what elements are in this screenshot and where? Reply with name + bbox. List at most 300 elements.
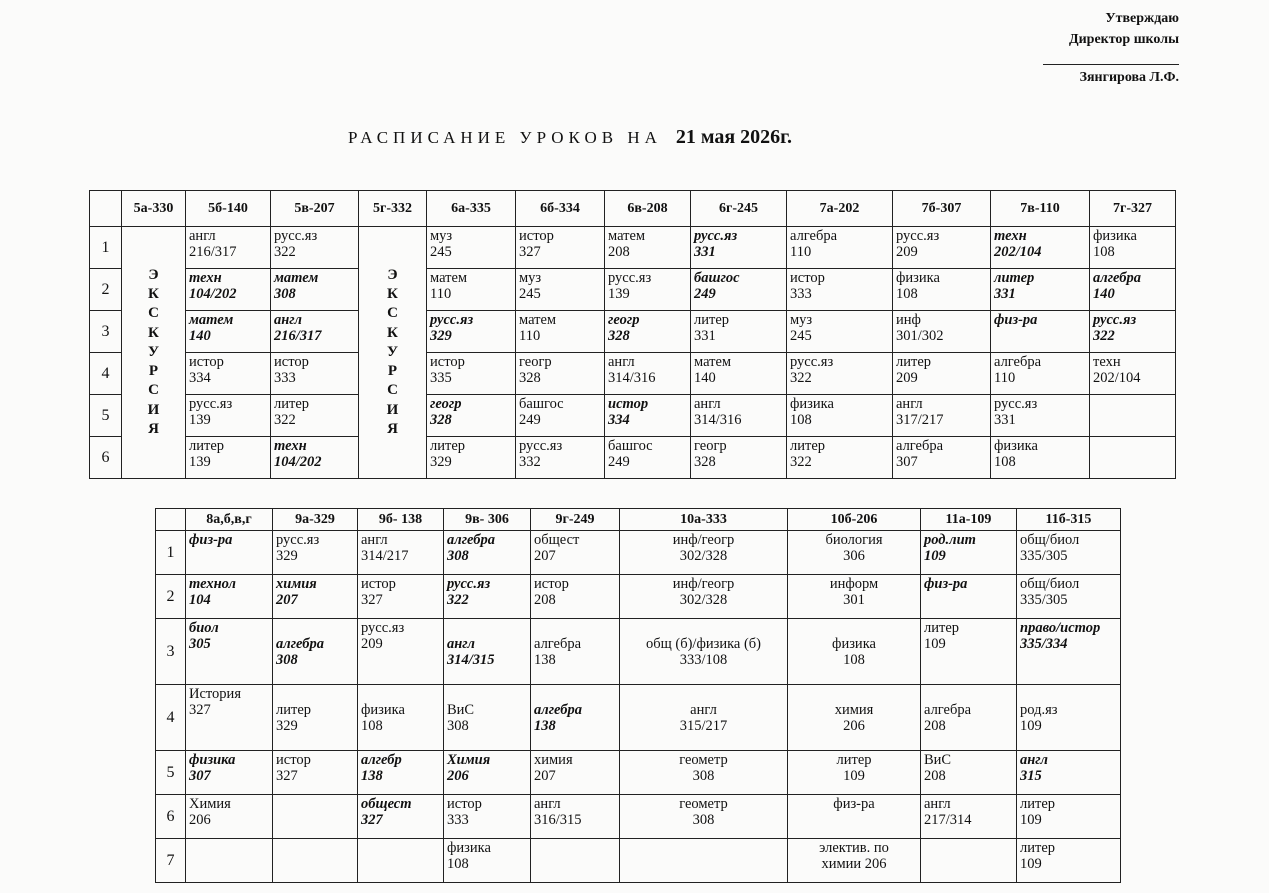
cell-c10b bbox=[788, 751, 921, 795]
room-number: 328 bbox=[608, 328, 630, 344]
subject-name: общ/биол bbox=[1020, 532, 1080, 548]
cell-c6v bbox=[605, 353, 691, 395]
approval-block bbox=[1043, 8, 1179, 88]
cell-c9a bbox=[273, 531, 358, 575]
cell-c10b bbox=[788, 619, 921, 685]
room-number: 108 bbox=[1093, 244, 1115, 260]
cell-c6a bbox=[427, 227, 516, 269]
cell-c6g bbox=[691, 311, 787, 353]
subject-name: русс.яз bbox=[1093, 312, 1137, 328]
cell-c5b bbox=[186, 395, 271, 437]
subject-name: электив. по bbox=[819, 840, 889, 856]
table-row bbox=[156, 619, 1121, 685]
room-number: 209 bbox=[896, 244, 918, 260]
cell-c11a bbox=[921, 795, 1017, 839]
room-number: 109 bbox=[843, 768, 865, 784]
subject-name: истор bbox=[361, 576, 396, 592]
room-number: 329 bbox=[430, 454, 452, 470]
room-number: 333 bbox=[274, 370, 296, 386]
header-cell: 7б-307 bbox=[893, 191, 991, 227]
header-cell: 10б-206 bbox=[788, 509, 921, 531]
cell-c7a bbox=[787, 311, 893, 353]
header-cell: 11а-109 bbox=[921, 509, 1017, 531]
cell-c11b bbox=[1017, 795, 1121, 839]
subject-name: алгебра bbox=[994, 354, 1042, 370]
cell-c6b bbox=[516, 353, 605, 395]
room-number: 245 bbox=[790, 328, 812, 344]
subject-name: физика bbox=[1093, 228, 1137, 244]
cell-c10a bbox=[620, 575, 788, 619]
subject-name: алгебра bbox=[276, 635, 325, 652]
subject-name: физика bbox=[361, 701, 405, 718]
subject-name: технол bbox=[189, 576, 236, 592]
room-number: 249 bbox=[608, 454, 630, 470]
subject-name: геогр bbox=[519, 354, 552, 370]
room-number: 308 bbox=[692, 812, 715, 828]
cell-c7v bbox=[991, 437, 1090, 479]
cell-c7g bbox=[1090, 395, 1176, 437]
subject-name: англ bbox=[608, 354, 635, 370]
cell-c5b bbox=[186, 437, 271, 479]
cell-c6g bbox=[691, 437, 787, 479]
room-number: 335/305 bbox=[1020, 592, 1068, 608]
table-row bbox=[156, 751, 1121, 795]
cell-c10a bbox=[620, 685, 788, 751]
cell-c6b bbox=[516, 437, 605, 479]
cell-c9b bbox=[358, 619, 444, 685]
room-number: 209 bbox=[361, 636, 383, 652]
table-row bbox=[156, 839, 1121, 883]
subject-name: истор bbox=[608, 396, 649, 412]
signature-line bbox=[1043, 50, 1179, 65]
subject-name: англ bbox=[274, 312, 302, 328]
subject-name: физика bbox=[189, 752, 236, 768]
subject-name: алгебра bbox=[1093, 270, 1142, 286]
header-cell: 9а-329 bbox=[273, 509, 358, 531]
cell-c7g bbox=[1090, 311, 1176, 353]
table-row bbox=[90, 269, 1176, 311]
subject-name: матем bbox=[519, 312, 557, 328]
subject-name: инф bbox=[896, 312, 921, 328]
subject-name: башгос bbox=[694, 270, 740, 286]
subject-name: истор bbox=[430, 354, 465, 370]
room-number: 138 bbox=[361, 768, 383, 784]
header-cell: 7а-202 bbox=[787, 191, 893, 227]
room-number: 208 bbox=[534, 592, 556, 608]
cell-c7v bbox=[991, 269, 1090, 311]
subject-name: русс.яз bbox=[447, 576, 491, 592]
subject-name: муз bbox=[790, 312, 813, 328]
subject-name: англ bbox=[447, 635, 475, 652]
room-number: 333/108 bbox=[679, 651, 728, 668]
cell-c11a bbox=[921, 751, 1017, 795]
room-number: 334 bbox=[189, 370, 211, 386]
room-number: 108 bbox=[896, 286, 918, 302]
room-number: 209 bbox=[896, 370, 918, 386]
subject-name: геометр bbox=[679, 796, 728, 812]
cell-c7v bbox=[991, 395, 1090, 437]
cell-c7b bbox=[893, 311, 991, 353]
excursion-5a: Э К С К У Р С И Я bbox=[122, 227, 186, 479]
room-number: 322 bbox=[447, 592, 469, 608]
room-number: 249 bbox=[519, 412, 541, 428]
subject-name: англ bbox=[690, 701, 717, 718]
subject-name: ВиС bbox=[924, 752, 952, 768]
cell-c5v bbox=[271, 227, 359, 269]
cell-c11a bbox=[921, 839, 1017, 883]
subject-name: техн bbox=[994, 228, 1027, 244]
cell-c7g bbox=[1090, 227, 1176, 269]
lesson-number: 4 bbox=[156, 685, 186, 751]
subject-name: истор bbox=[274, 354, 309, 370]
subject-name: История bbox=[189, 686, 241, 702]
room-number: 138 bbox=[534, 717, 556, 734]
room-number: 139 bbox=[608, 286, 630, 302]
cell-c7a bbox=[787, 227, 893, 269]
subject-name: истор bbox=[276, 752, 311, 768]
lesson-number: 6 bbox=[156, 795, 186, 839]
subject-name: муз bbox=[430, 228, 453, 244]
subject-name: матем bbox=[430, 270, 468, 286]
table-row bbox=[90, 227, 1176, 269]
cell-c11b bbox=[1017, 619, 1121, 685]
cell-c6b bbox=[516, 395, 605, 437]
cell-c5v bbox=[271, 311, 359, 353]
cell-c9g bbox=[531, 619, 620, 685]
cell-c9v bbox=[444, 531, 531, 575]
cell-c9a bbox=[273, 839, 358, 883]
subject-name: матем bbox=[694, 354, 732, 370]
cell-c10b bbox=[788, 685, 921, 751]
subject-name: матем bbox=[274, 270, 319, 286]
cell-c9b bbox=[358, 575, 444, 619]
room-number: 333 bbox=[790, 286, 812, 302]
subject-name: англ bbox=[896, 396, 923, 412]
cell-c7b bbox=[893, 269, 991, 311]
subject-name: литер bbox=[274, 396, 310, 412]
room-number: 202/104 bbox=[1093, 370, 1141, 386]
cell-c6a bbox=[427, 269, 516, 311]
room-number: 206 bbox=[189, 812, 211, 828]
cell-c7g bbox=[1090, 269, 1176, 311]
room-number: 314/217 bbox=[361, 548, 409, 564]
subject-name: химия bbox=[834, 701, 874, 718]
header-cell: 9в- 306 bbox=[444, 509, 531, 531]
table-row bbox=[156, 795, 1121, 839]
subject-name: русс.яз bbox=[189, 396, 233, 412]
room-number: 331 bbox=[694, 244, 716, 260]
cell-c9g bbox=[531, 751, 620, 795]
subject-name: литер bbox=[836, 752, 872, 768]
subject-name: общ/биол bbox=[1020, 576, 1080, 592]
table-row bbox=[90, 353, 1176, 395]
room-number: 316/315 bbox=[534, 812, 582, 828]
room-number: 110 bbox=[430, 286, 452, 302]
room-number: 109 bbox=[1020, 717, 1042, 734]
room-number: 208 bbox=[924, 768, 946, 784]
title-date: 21 мая 2026г. bbox=[675, 126, 793, 148]
approval-line2: Директор школы bbox=[1068, 32, 1179, 47]
room-number: 207 bbox=[276, 592, 298, 608]
subject-name: алгебра bbox=[924, 701, 972, 718]
subject-name: физика bbox=[790, 396, 834, 412]
cell-c7v bbox=[991, 311, 1090, 353]
lesson-number: 1 bbox=[156, 531, 186, 575]
room-number: 332 bbox=[519, 454, 541, 470]
cell-c9a bbox=[273, 795, 358, 839]
cell-c5b bbox=[186, 227, 271, 269]
subject-name: русс.яз bbox=[608, 270, 652, 286]
title-text: РАСПИСАНИЕ УРОКОВ НА bbox=[348, 128, 662, 147]
cell-c7b bbox=[893, 437, 991, 479]
room-number: 327 bbox=[276, 768, 298, 784]
approval-name: Зянгирова Л.Ф. bbox=[1079, 70, 1179, 85]
room-number: 108 bbox=[790, 412, 812, 428]
lesson-number: 1 bbox=[90, 227, 122, 269]
room-number: 208 bbox=[608, 244, 630, 260]
cell-c9v bbox=[444, 795, 531, 839]
room-number: 306 bbox=[843, 548, 865, 564]
cell-c11b bbox=[1017, 531, 1121, 575]
cell-c7g bbox=[1090, 353, 1176, 395]
header-cell: 9б- 138 bbox=[358, 509, 444, 531]
header-cell: 9г-249 bbox=[531, 509, 620, 531]
cell-c9g bbox=[531, 575, 620, 619]
room-number: 139 bbox=[189, 454, 211, 470]
subject-name: алгебра bbox=[534, 701, 583, 718]
header-cell: 5г-332 bbox=[359, 191, 427, 227]
cell-c6a bbox=[427, 311, 516, 353]
approval-line1: Утверждаю bbox=[1105, 11, 1179, 26]
table-row bbox=[156, 575, 1121, 619]
cell-c9a bbox=[273, 575, 358, 619]
header-cell: 5б-140 bbox=[186, 191, 271, 227]
cell-c9g bbox=[531, 839, 620, 883]
room-number: 329 bbox=[430, 328, 452, 344]
room-number: 108 bbox=[447, 856, 469, 872]
room-number: 329 bbox=[276, 548, 298, 564]
subject-name: геогр bbox=[430, 396, 462, 412]
cell-c6g bbox=[691, 353, 787, 395]
cell-c8 bbox=[186, 619, 273, 685]
room-number: 308 bbox=[692, 768, 715, 784]
lesson-number: 2 bbox=[156, 575, 186, 619]
cell-c11b bbox=[1017, 751, 1121, 795]
room-number: 308 bbox=[274, 286, 296, 302]
header-cell: 7в-110 bbox=[991, 191, 1090, 227]
room-number: 322 bbox=[274, 412, 296, 428]
cell-c7g bbox=[1090, 437, 1176, 479]
cell-c7a bbox=[787, 437, 893, 479]
room-number: 108 bbox=[843, 651, 865, 668]
cell-c6v bbox=[605, 311, 691, 353]
room-number: 217/314 bbox=[924, 812, 972, 828]
subject-name: алгебр bbox=[361, 752, 402, 768]
subject-name: истор bbox=[519, 228, 554, 244]
subject-name: литер bbox=[1020, 840, 1056, 856]
cell-c7v bbox=[991, 227, 1090, 269]
room-number: 308 bbox=[447, 548, 469, 564]
cell-c11a bbox=[921, 575, 1017, 619]
cell-c10b bbox=[788, 531, 921, 575]
cell-c9g bbox=[531, 685, 620, 751]
cell-c6a bbox=[427, 353, 516, 395]
room-number: 140 bbox=[694, 370, 716, 386]
subject-name: Химия bbox=[447, 752, 491, 768]
header-cell: 6в-208 bbox=[605, 191, 691, 227]
header-cell: 11б-315 bbox=[1017, 509, 1121, 531]
subject-name: алгебра bbox=[534, 635, 582, 652]
subject-name: физика bbox=[994, 438, 1038, 454]
room-number: 140 bbox=[189, 328, 211, 344]
subject-name: истор bbox=[790, 270, 825, 286]
header-cell: 5а-330 bbox=[122, 191, 186, 227]
subject-name: техн bbox=[1093, 354, 1121, 370]
subject-name: англ bbox=[694, 396, 721, 412]
cell-c8 bbox=[186, 685, 273, 751]
subject-name: русс.яз bbox=[276, 532, 320, 548]
room-number: 104/202 bbox=[189, 286, 237, 302]
room-number: 301/302 bbox=[896, 328, 944, 344]
lesson-number: 7 bbox=[156, 839, 186, 883]
room-number: 307 bbox=[189, 768, 211, 784]
room-number: 335 bbox=[430, 370, 452, 386]
subject-name: биология bbox=[825, 532, 883, 548]
cell-c11b bbox=[1017, 839, 1121, 883]
room-number: 138 bbox=[534, 651, 556, 668]
cell-c6a bbox=[427, 437, 516, 479]
cell-c9v bbox=[444, 751, 531, 795]
subject-name: ВиС bbox=[447, 701, 475, 718]
room-number: 104 bbox=[189, 592, 211, 608]
subject-name: физ-ра bbox=[924, 576, 968, 592]
room-number: 206 bbox=[447, 768, 469, 784]
subject-name: химия bbox=[534, 752, 573, 768]
header-cell: 8а,б,в,г bbox=[186, 509, 273, 531]
room-number: 245 bbox=[519, 286, 541, 302]
room-number: 109 bbox=[1020, 812, 1042, 828]
cell-c5v bbox=[271, 269, 359, 311]
room-number: 208 bbox=[924, 717, 946, 734]
cell-c7a bbox=[787, 395, 893, 437]
subject-name: русс.яз bbox=[274, 228, 318, 244]
cell-c10a bbox=[620, 795, 788, 839]
subject-name: физ-ра bbox=[994, 312, 1038, 328]
room-number: 206 bbox=[843, 717, 865, 734]
table-row bbox=[156, 531, 1121, 575]
cell-c6g bbox=[691, 395, 787, 437]
cell-c7v bbox=[991, 353, 1090, 395]
cell-c5b bbox=[186, 353, 271, 395]
room-number: 216/317 bbox=[189, 244, 237, 260]
subject-name: истор bbox=[447, 796, 482, 812]
room-number: 327 bbox=[361, 592, 383, 608]
cell-c10b bbox=[788, 839, 921, 883]
subject-name: химия bbox=[276, 576, 317, 592]
subject-name: русс.яз bbox=[430, 312, 474, 328]
subject-name: физ-ра bbox=[189, 532, 233, 548]
cell-c9a bbox=[273, 751, 358, 795]
room-number: 302/328 bbox=[679, 592, 728, 608]
subject-name: инф/геогр bbox=[672, 532, 735, 548]
room-number: 110 bbox=[994, 370, 1016, 386]
cell-c9g bbox=[531, 795, 620, 839]
lesson-number: 5 bbox=[156, 751, 186, 795]
cell-c10b bbox=[788, 795, 921, 839]
subject-name: биол bbox=[189, 620, 219, 636]
subject-name: матем bbox=[608, 228, 646, 244]
room-number: 335/305 bbox=[1020, 548, 1068, 564]
room-number: 331 bbox=[994, 412, 1016, 428]
room-number: 110 bbox=[790, 244, 812, 260]
subject-name: род.лит bbox=[924, 532, 976, 548]
subject-name: общ (б)/физика (б) bbox=[645, 635, 762, 652]
subject-name: башгос bbox=[519, 396, 564, 412]
cell-c9b bbox=[358, 795, 444, 839]
cell-c6b bbox=[516, 227, 605, 269]
subject-name: русс.яз bbox=[694, 228, 738, 244]
subject-name: информ bbox=[829, 576, 879, 592]
subject-name: литер bbox=[994, 270, 1035, 286]
room-number: 328 bbox=[694, 454, 716, 470]
subject-name: физика bbox=[832, 635, 876, 652]
cell-c9v bbox=[444, 575, 531, 619]
room-number: 314/316 bbox=[608, 370, 656, 386]
cell-c6v bbox=[605, 395, 691, 437]
subject-name: физика bbox=[447, 840, 491, 856]
schedule-table-grades-5-7 bbox=[89, 190, 1176, 479]
subject-name: литер bbox=[189, 438, 225, 454]
room-number: 329 bbox=[276, 717, 298, 734]
room-number: 207 bbox=[534, 768, 556, 784]
room-number: 331 bbox=[694, 328, 716, 344]
room-number: 249 bbox=[694, 286, 716, 302]
cell-c9b bbox=[358, 531, 444, 575]
cell-c9b bbox=[358, 685, 444, 751]
cell-c7b bbox=[893, 395, 991, 437]
header-cell: 6а-335 bbox=[427, 191, 516, 227]
page-title bbox=[348, 126, 792, 149]
subject-name: геогр bbox=[608, 312, 640, 328]
room-number: 110 bbox=[519, 328, 541, 344]
subject-name: англ bbox=[534, 796, 561, 812]
room-number: 335/334 bbox=[1020, 636, 1068, 652]
cell-c9g bbox=[531, 531, 620, 575]
header-cell: 6б-334 bbox=[516, 191, 605, 227]
subject-name: техн bbox=[274, 438, 307, 454]
cell-c8 bbox=[186, 575, 273, 619]
lesson-number: 4 bbox=[90, 353, 122, 395]
cell-c6v bbox=[605, 269, 691, 311]
cell-c7b bbox=[893, 353, 991, 395]
room-number: 307 bbox=[896, 454, 918, 470]
subject-name: алгебра bbox=[790, 228, 838, 244]
subject-name: Химия bbox=[189, 796, 231, 812]
cell-c5b bbox=[186, 311, 271, 353]
subject-name: право/истор bbox=[1020, 620, 1101, 636]
subject-name: матем bbox=[189, 312, 234, 328]
cell-c8 bbox=[186, 839, 273, 883]
room-number: 202/104 bbox=[994, 244, 1042, 260]
subject-name: англ bbox=[361, 532, 388, 548]
room-number: 327 bbox=[189, 702, 211, 718]
room-number: 322 bbox=[1093, 328, 1115, 344]
subject-name: англ bbox=[924, 796, 951, 812]
cell-c8 bbox=[186, 751, 273, 795]
subject-name: общест bbox=[361, 796, 412, 812]
cell-c10a bbox=[620, 839, 788, 883]
cell-c6b bbox=[516, 311, 605, 353]
